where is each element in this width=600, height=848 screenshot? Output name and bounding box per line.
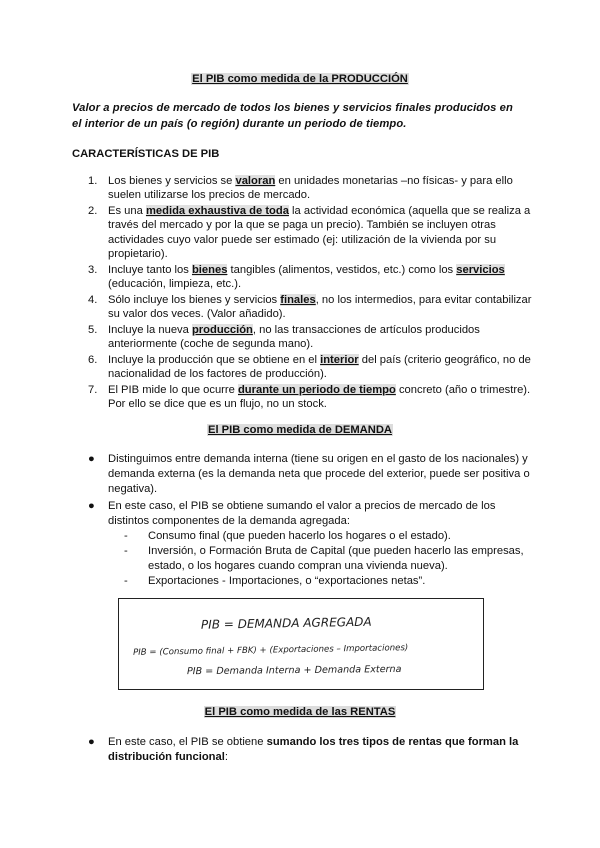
list-item: 6. Incluye la producción que se obtiene en el interior del país (criterio geográfico, no de nacionalidad de los factores de producción). bbox=[88, 353, 531, 381]
demanda-components bbox=[108, 529, 533, 589]
dash-icon: - bbox=[124, 575, 128, 587]
rentas-bullets bbox=[88, 735, 533, 767]
list-item: 2. Es una medida exhaustiva de toda la actividad económica (aquella que se realiza a través del mercado y por la que se paga un precio). También se incluyen otras actividades cuyo valor puede ser estimado (ej: utilización de la vivienda por su propietario). bbox=[88, 205, 531, 261]
handwritten-line: PIB = DEMANDA AGREGADA bbox=[200, 614, 372, 632]
handwritten-formulas bbox=[119, 599, 483, 689]
list-item: ● En este caso, el PIB se obtiene sumando el valor a precios de mercado de los distintos componentes de la demanda agregada: - Consumo final (que pueden hacerlo los hogares o el estado). - Inversión, o Formación Bruta de Capital (que pueden hacerlo las empresas, estado, o los hogares cuando compran una vivienda nueva). - Exportaciones - Importaciones, o “exportaciones netas”. bbox=[88, 499, 533, 589]
bullet-icon: ● bbox=[88, 453, 95, 465]
sub-list-item: - Exportaciones - Importaciones, o “exportaciones netas”. bbox=[124, 575, 426, 587]
list-item: 5. Incluye la nueva producción, no las transacciones de artículos producidos anteriormente (coche de segunda mano). bbox=[88, 323, 480, 351]
demanda-bullets bbox=[88, 452, 533, 591]
bullet-icon: ● bbox=[88, 500, 95, 512]
dash-icon: - bbox=[124, 545, 128, 557]
list-item: ● Distinguimos entre demanda interna (tiene su origen en el gasto de los nacionales) y demanda externa (es la demanda neta que procede del exterior, puede ser positiva o negativa). bbox=[88, 453, 530, 495]
sub-list-item: - Inversión, o Formación Bruta de Capital (que pueden hacerlo las empresas, estado, o los hogares cuando compran una vivienda nueva). bbox=[124, 545, 524, 572]
list-item: 1. Los bienes y servicios se valoran en unidades monetarias –no físicas- y para ello suelen utilizarse los precios de mercado. bbox=[88, 175, 513, 202]
characteristics-title: CARACTERÍSTICAS DE PIB bbox=[72, 148, 220, 160]
handwritten-line: PIB = Demanda Interna + Demanda Externa bbox=[186, 663, 402, 678]
handwritten-formula-box bbox=[118, 598, 484, 690]
list-item: ● En este caso, el PIB se obtiene sumando los tres tipos de rentas que forman la distribución funcional: bbox=[88, 736, 519, 763]
handwritten-line: PIB = (Consumo final + FBK) + (Exportaciones – Importaciones) bbox=[132, 643, 409, 658]
section-title-rentas: El PIB como medida de las RENTAS bbox=[204, 706, 396, 718]
characteristics-list bbox=[88, 174, 533, 413]
section-title-demanda: El PIB como medida de DEMANDA bbox=[208, 424, 392, 436]
bullet-icon: ● bbox=[88, 736, 95, 748]
pib-definition: Valor a precios de mercado de todos los bienes y servicios finales producidos en el interior de un país (o región) durante un periodo de tiempo. bbox=[72, 102, 513, 130]
sub-list-item: - Consumo final (que pueden hacerlo los hogares o el estado). bbox=[124, 530, 451, 542]
dash-icon: - bbox=[124, 530, 128, 542]
list-item: 4. Sólo incluye los bienes y servicios finales, no los intermedios, para evitar contabilizar su valor dos veces. (Valor añadido). bbox=[88, 293, 532, 321]
section-title-produccion: El PIB como medida de la PRODUCCIÓN bbox=[192, 73, 408, 85]
list-item: 3. Incluye tanto los bienes tangibles (alimentos, vestidos, etc.) como los servicios (educación, limpieza, etc.). bbox=[88, 263, 505, 291]
list-item: 7. El PIB mide lo que ocurre durante un periodo de tiempo concreto (año o trimestre). Por ello se dice que es un flujo, no un stock. bbox=[88, 383, 531, 411]
